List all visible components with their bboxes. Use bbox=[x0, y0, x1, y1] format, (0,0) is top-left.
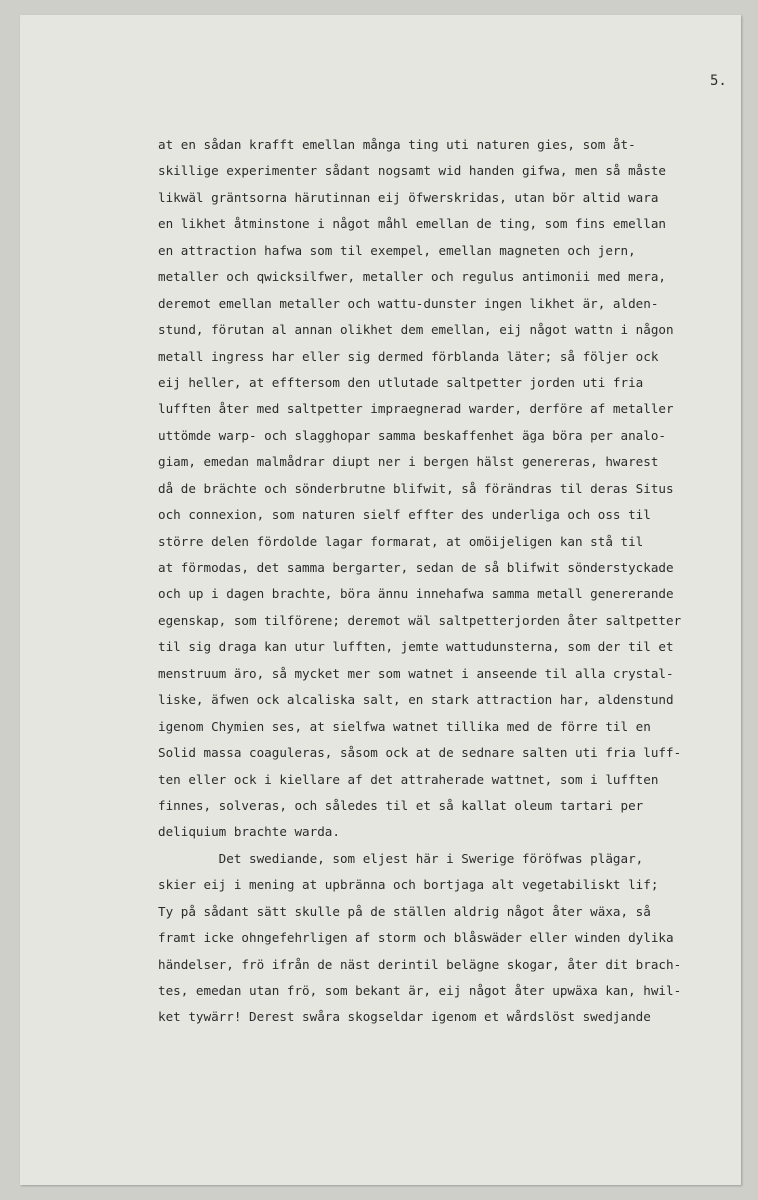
text-line: en attraction hafwa som til exempel, emellan magneten och jern, bbox=[158, 242, 636, 258]
text-line: då de brächte och sönderbrutne blifwit, så förändras til deras Situs bbox=[158, 480, 674, 496]
text-line: finnes, solveras, och således til et så kallat oleum tartari per bbox=[158, 797, 644, 813]
text-line: egenskap, som tilförene; deremot wäl saltpetterjorden åter saltpetter bbox=[158, 612, 682, 628]
body-text bbox=[158, 132, 718, 1031]
text-line: skier eij i mening at upbränna och bortjaga alt vegetabiliskt lif; bbox=[158, 877, 659, 893]
text-line: til sig draga kan utur lufften, jemte wattudunsterna, som der til et bbox=[158, 639, 674, 655]
text-line: at förmodas, det samma bergarter, sedan de så blifwit sönderstyckade bbox=[158, 560, 674, 575]
text-line: framt icke ohngefehrligen af storm och blåswäder eller winden dylika bbox=[158, 930, 674, 946]
text-line: eij heller, at efftersom den utlutade saltpetter jorden uti fria bbox=[158, 374, 644, 390]
page-number: 5. bbox=[710, 73, 727, 89]
text-line: igenom Chymien ses, at sielfwa watnet tillika med de förre til en bbox=[158, 718, 651, 734]
text-line: uttömde warp- och slagghopar samma beskaffenhet äga böra per analo- bbox=[158, 427, 666, 443]
text-line: deremot emellan metaller och wattu-dunster ingen likhet är, alden- bbox=[158, 295, 659, 311]
text-line: Ty på sådant sätt skulle på de ställen aldrig något åter wäxa, så bbox=[158, 903, 651, 919]
text-line: at en sådan krafft emellan många ting uti naturen gies, som åt- bbox=[158, 137, 636, 152]
text-line: stund, förutan al annan olikhet dem emellan, eij något wattn i någon bbox=[158, 322, 674, 338]
text-line: händelser, frö ifrån de näst derintil belägne skogar, åter dit brach- bbox=[158, 956, 682, 972]
text-line: skillige experimenter sådant nogsamt wid handen gifwa, men så måste bbox=[158, 163, 666, 179]
text-line: Det swediande, som eljest här i Swerige föröfwas plägar, bbox=[158, 850, 644, 866]
text-line: menstruum äro, så mycket mer som watnet i anseende til alla crystal- bbox=[158, 665, 674, 681]
text-line: likwäl gräntsorna härutinnan eij öfwerskridas, utan bör altid wara bbox=[158, 189, 659, 205]
text-line: metaller och qwicksilfwer, metaller och regulus antimonii med mera, bbox=[158, 269, 666, 285]
text-line: en likhet åtminstone i något måhl emellan de ting, som fins emellan bbox=[158, 216, 666, 232]
text-line: giam, emedan malmådrar diupt ner i bergen hälst genereras, hwarest bbox=[158, 454, 659, 470]
text-line: ten eller ock i kiellare af det attraherade wattnet, som i lufften bbox=[158, 771, 659, 787]
text-line: större delen fördolde lagar formarat, at omöijeligen kan stå til bbox=[158, 533, 644, 549]
text-line: och connexion, som naturen sielf effter des underliga och oss til bbox=[158, 507, 651, 523]
text-line: lufften åter med saltpetter impraegnerad warder, derföre af metaller bbox=[158, 401, 674, 417]
text-line: deliquium brachte warda. bbox=[158, 824, 340, 840]
text-line: liske, äfwen ock alcaliska salt, en stark attraction har, aldenstund bbox=[158, 692, 674, 708]
text-line: ket tywärr! Derest swåra skogseldar igenom et wårdslöst swedjande bbox=[158, 1009, 651, 1025]
text-line: tes, emedan utan frö, som bekant är, eij något åter upwäxa kan, hwil- bbox=[158, 983, 682, 998]
text-line: och up i dagen brachte, böra ännu innehafwa samma metall genererande bbox=[158, 586, 674, 602]
text-line: Solid massa coaguleras, såsom ock at de sednare salten uti fria luff- bbox=[158, 745, 682, 761]
text-line: metall ingress har eller sig dermed förblanda läter; så följer ock bbox=[158, 348, 659, 364]
